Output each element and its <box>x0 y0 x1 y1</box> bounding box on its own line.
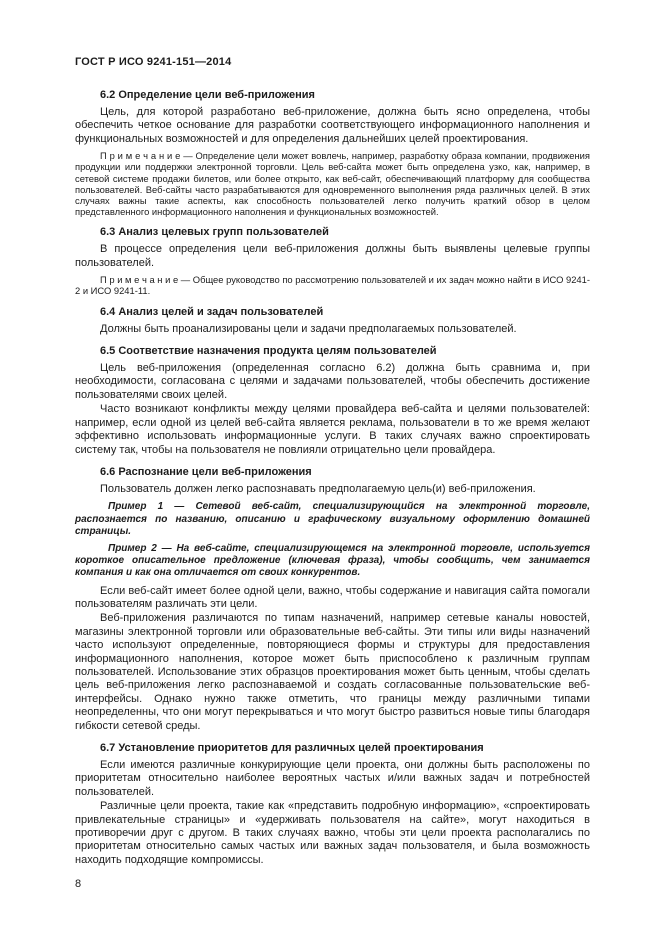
example-2: Пример 2 — На веб-сайте, специализирующемся на электронной торговле, используется короткое описательное предложение (ключевая фраза), чтобы сообщить, чем занимается компания и как она отличается от своих конкурентов. <box>75 542 590 579</box>
section-heading-6-5: 6.5 Соответствие назначения продукта целям пользователей <box>100 345 437 358</box>
paragraph: Веб-приложения различаются по типам назначений, например сетевые каналы новостей, магазины электронной торговли или образовательные веб-сайты. Эти типы или виды назначений часто используют определенные, повторяющиеся формы и структуры для предоставления информационного наполнения, которое может быть приспособлено к различным группам пользователей. Использование этих образцов проектирования может быть ценным, чтобы сделать цель веб-приложения легко распознаваемой и создать согласованные пользовательские веб-интерфейсы. Однако нужно также отметить, что границы между различными типами неопределенны, что они могут перекрываться и что могут быстро развиться новые типы благодаря гибкости сетевой среды. <box>75 612 590 732</box>
paragraph: Должны быть проанализированы цели и задачи предполагаемых пользователей. <box>100 322 517 335</box>
note: П р и м е ч а н и е — Определение цели может вовлечь, например, разработку образа компании, продвижения продукции или поддержки электронной торговли. Цель веб-сайта может быть определена узко, как, например, в сетевой системе продажи билетов, или более открыто, как веб-сайт, обеспечивающий платформу для сообщества пользователей. Веб-сайты часто разрабатываются для одновременного выполнения ряда различных целей. В этих случаях важны такие аспекты, как способность пользователей легко получить краткий обзор в целом представленного информационного наполнения и функциональных возможностей. <box>75 150 590 218</box>
paragraph: Если веб-сайт имеет более одной цели, важно, чтобы содержание и навигация сайта помогали пользователям различать эти цели. <box>75 584 590 610</box>
page-number: 8 <box>75 878 82 890</box>
section-heading-6-7: 6.7 Установление приоритетов для различных целей проектирования <box>100 742 484 754</box>
running-header: ГОСТ Р ИСО 9241-151—2014 <box>75 56 232 68</box>
section-heading-6-4: 6.4 Анализ целей и задач пользователей <box>100 305 324 318</box>
example-1: Пример 1 — Сетевой веб-сайт, специализирующийся на электронной торговле, распознается по названию, описанию и графическому визуальному оформлению домашней страницы. <box>75 501 590 537</box>
paragraph: Пользователь должен легко распознавать предполагаемую цель(и) веб-приложения. <box>100 482 536 495</box>
paragraph: Часто возникают конфликты между целями провайдера веб-сайта и целями пользователей: например, если одной из целей веб-сайта является реклама, пользователи в то же время желают эффективно использовать информационные услуги. В таких случаях важно спроектировать систему так, чтобы на пользователя не повлияли отрицательно цели провайдера. <box>75 403 590 456</box>
section-heading-6-3: 6.3 Анализ целевых групп пользователей <box>100 226 329 239</box>
document-content <box>75 89 590 867</box>
paragraph: Если имеются различные конкурирующие цели проекта, они должны быть расположены по приоритетам относительно наиболее вероятных частых и/или важных задач и потребностей пользователей. <box>75 759 590 798</box>
note: П р и м е ч а н и е — Общее руководство по рассмотрению пользователей и их задач можно найти в ИСО 9241-2 и ИСО 9241-11. <box>75 274 590 297</box>
section-heading-6-2: 6.2 Определение цели веб-приложения <box>100 89 315 101</box>
paragraph: Цель, для которой разработано веб-приложение, должна быть ясно определена, чтобы обеспечить четкое основание для разработки соответствующего информационного наполнения и функциональных возможностей и для определения дальнейших целей проектирования. <box>75 106 590 145</box>
paragraph: Различные цели проекта, такие как «представить подробную информацию», «спроектировать привлекательные страницы» и «удерживать пользователя на сайте», могут находиться в противоречии друг с другом. В таких случаях важно, чтобы эти цели проекта располагались по приоритетам относительно самых частых или важных задач пользователя, и была возможность находить подходящие компромиссы. <box>75 800 590 866</box>
paragraph: В процессе определения цели веб-приложения должны быть выявлены целевые группы пользователей. <box>75 243 590 269</box>
section-heading-6-6: 6.6 Распознание цели веб-приложения <box>100 465 312 478</box>
paragraph: Цель веб-приложения (определенная согласно 6.2) должна быть сравнима и, при необходимости, согласована с целями и задачами пользователей, чтобы обеспечить достижение пользователями своих целей. <box>75 362 590 401</box>
